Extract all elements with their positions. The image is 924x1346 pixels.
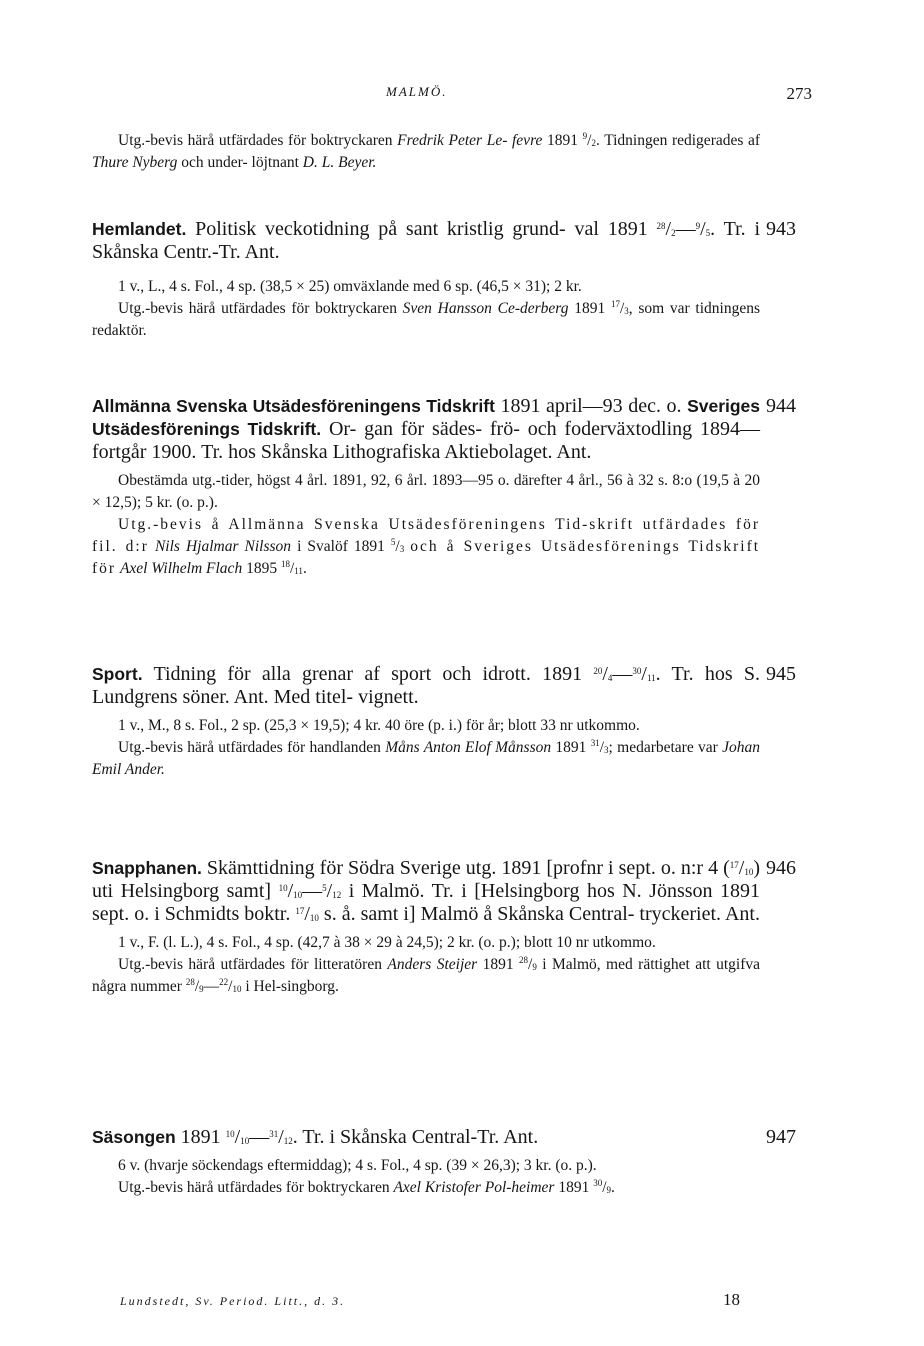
entry-format: Obestämda utg.-tider, högst 4 årl. 1891, 92, 6 årl. 1893—95 o. därefter 4 årl., 56 à 32 s. 8:o (19,5 à 20 × 12,5); 5 kr. (o. p.). [92,472,760,511]
footer-source: Lundstedt, Sv. Period. Litt., d. 3. [120,1294,346,1308]
entry-number-944: 944 [766,395,796,417]
entry-format: 6 v. (hvarje söckendags eftermiddag); 4 s. Fol., 4 sp. (39 × 26,3); 3 kr. (o. p.). [118,1157,597,1174]
entry-bevis: Utg.-bevis å Allmänna Svenska Utsädesföreningens Tid-skrift utfärdades för fil. d:r Nils Hjalmar Nilsson i Svalöf 1891 $^5/_3$ och å Sveriges Utsädesförenings Tidskrift för Axel Wilhelm Flach 1895 $^{18}/_{11}$. [92,516,761,577]
running-title: MALMÖ. [386,84,448,99]
entry-snapphanen [92,857,760,998]
intro-text: Utg.-bevis härå utfärdades för boktryckaren Fredrik Peter Le- fevre 1891 $^9/_2$. Tidningen redigerades af Thure Nyberg och under- löjtnant D. L. Beyer. [92,131,761,171]
entry-number-943: 943 [766,218,796,240]
entry-title: Allmänna Svenska Utsädesföreningens Tidskrift 1891 april—93 dec. o. Sveriges Utsädesförenings Tidskrift. Or- gan för sädes- frö- och foderväxtodling 1894—fortgår 1900. Tr. hos Skånska Lithografiska Aktiebolaget. Ant. [92,395,761,463]
entry-title: Säsongen 1891 $^{10}/_{10}—^{31}/_{12}$. Tr. i Skånska Central-Tr. Ant. [92,1126,539,1148]
sheet-number: 18 [723,1290,740,1309]
entry-format: 1 v., F. (l. L.), 4 s. Fol., 4 sp. (42,7 à 38 × 29 à 24,5); 2 kr. (o. p.); blott 10 nr utkommo. [118,934,656,951]
entry-bevis: Utg.-bevis härå utfärdades för handlanden Måns Anton Elof Månsson 1891 $^{31}/_3$; medarbetare var Johan Emil Ander. [92,738,760,778]
page-footer [120,1290,740,1316]
entry-bevis: Utg.-bevis härå utfärdades för litteratören Anders Steijer 1891 $^{28}/_9$ i Malmö, med rättighet att utgifva några nummer $^{28}/_9—^{22}/_{10}$ i Hel-singborg. [92,955,761,995]
entry-number-946: 946 [766,857,796,879]
page-header [92,84,812,114]
entry-allmanna [92,395,760,580]
page-number: 273 [786,84,812,103]
entry-bevis: Utg.-bevis härå utfärdades för boktryckaren Axel Kristofer Pol-heimer 1891 $^{30}/_9$. [118,1178,615,1196]
intro-continuation [92,130,760,174]
entry-sport [92,663,760,781]
entry-format: 1 v., L., 4 s. Fol., 4 sp. (38,5 × 25) omväxlande med 6 sp. (46,5 × 31); 2 kr. [118,278,582,295]
entry-hemlandet [92,218,760,342]
entry-title: Hemlandet. Politisk veckotidning på sant kristlig grund- val 1891 $^{28}/_2—^9/_5$. Tr. i Skånska Centr.-Tr. Ant. [92,218,761,263]
entry-number-945: 945 [766,663,796,685]
entry-sasongen [92,1126,760,1199]
entry-title: Sport. Tidning för alla grenar af sport och idrott. 1891 $^{20}/_4—^{30}/_{11}$. Tr. hos S. Lundgrens söner. Ant. Med titel- vignett. [92,663,760,708]
entry-title: Snapphanen. Skämttidning för Södra Sverige utg. 1891 [profnr i sept. o. n:r 4 $(^{17}/_{10})$ uti Helsingborg samt] $^{10}/_{10}—^5/_{12}$ i Malmö. Tr. i [Helsingborg hos N. Jönsson 1891 sept. o. i Schmidts boktr. $^{17}/_{10}$ s. å. samt i] Malmö å Skånska Central- tryckeriet. Ant. [92,857,761,925]
entry-number-947: 947 [766,1126,796,1148]
entry-bevis: Utg.-bevis härå utfärdades för boktryckaren Sven Hansson Ce-derberg 1891 $^{17}/_3$, som var tidningens redaktör. [92,299,761,339]
entry-format: 1 v., M., 8 s. Fol., 2 sp. (25,3 × 19,5); 4 kr. 40 öre (p. i.) för år; blott 33 nr utkommo. [118,717,640,734]
